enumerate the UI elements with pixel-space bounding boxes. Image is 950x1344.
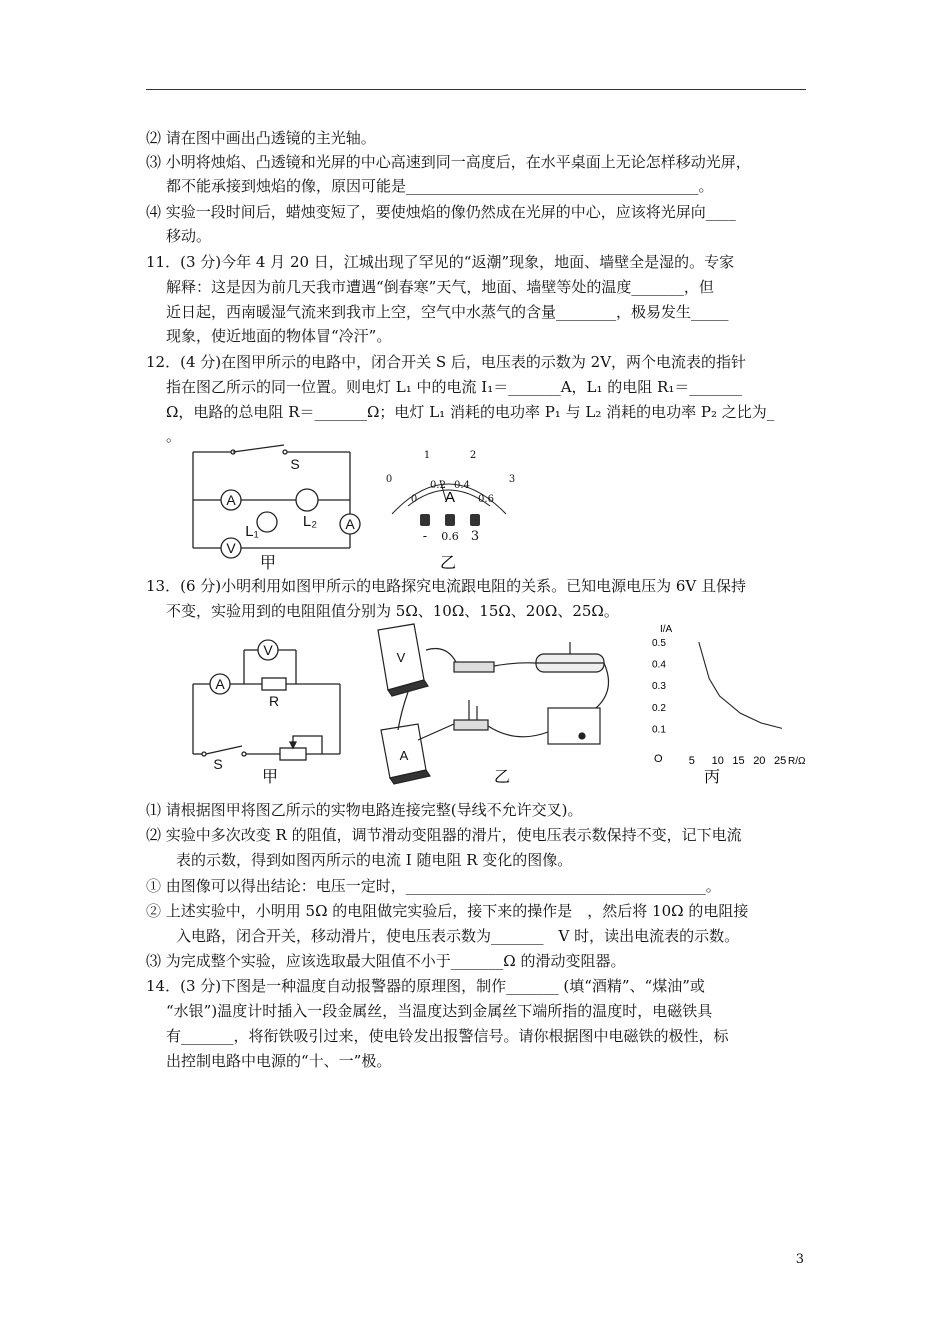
text-line: 有_______，将衔铁吸引过来，使电铃发出报警信号。请你根据图中电磁铁的极性，标 <box>166 1027 729 1045</box>
caption-bing: 丙 <box>703 767 721 786</box>
voltmeter-symbol: V <box>396 650 406 665</box>
caption-yi: 乙 <box>493 767 511 786</box>
x-tick-label: 10 <box>711 755 724 767</box>
y-tick-label: 0.4 <box>652 659 666 671</box>
voltmeter-symbol: V <box>263 642 273 658</box>
text-line: ② 上述实验中，小明用 5Ω 的电阻做完实验后，接下来的操作是 ，然后将 10Ω 的电阻接 <box>146 902 749 920</box>
scale-inner-1: 0.2 <box>430 480 446 491</box>
x-tick-label: 15 <box>732 755 745 767</box>
ammeter-symbol: A <box>399 748 409 763</box>
y-tick-label: 0.1 <box>652 724 666 736</box>
text-line: 解释：这是因为前几天我市遭遇“倒春寒”天气，地面、墙壁等处的温度_______，但 <box>166 278 714 296</box>
text-line: 14．(3 分)下图是一种温度自动报警器的原理图，制作_______ (填“酒精”、“煤油”或 <box>146 977 705 995</box>
x-axis-label: R/Ω <box>788 756 806 767</box>
caption-jia: 甲 <box>259 553 277 572</box>
text-line: 指在图乙所示的同一位置。则电灯 L₁ 中的电流 I₁＝_______A，L₁ 的电阻 R₁＝_______ <box>166 378 742 396</box>
text-line: ⑵ 请在图中画出凸透镜的主光轴。 <box>146 129 376 147</box>
terminal-minus: - <box>422 529 428 544</box>
text-line: ① 由图像可以得出结论：电压一定时，________________________________________。 <box>146 877 721 895</box>
terminal-06: 0.6 <box>441 530 459 543</box>
terminal-3: 3 <box>470 529 480 544</box>
text-line: 入电路，闭合开关，移动滑片，使电压表示数为_______ V 时，读出电流表的示数。 <box>176 927 740 945</box>
ammeter-symbol: A <box>345 516 355 532</box>
caption-jia: 甲 <box>261 767 279 786</box>
text-line: 不变，实验用到的电阻阻值分别为 5Ω、10Ω、15Ω、20Ω、25Ω。 <box>166 602 619 620</box>
text-line: 现象，使近地面的物体冒“冷汗”。 <box>166 327 392 345</box>
x-tick-label: 20 <box>753 755 766 767</box>
figure-12 <box>186 444 526 572</box>
y-tick-label: 0.3 <box>652 681 666 693</box>
text-line: ⑷ 实验一段时间后，蜡烛变短了，要使烛焰的像仍然成在光屏的中心，应该将光屏向____ <box>146 203 736 221</box>
y-axis-label: I/A <box>660 624 673 635</box>
resistor-label: R <box>268 693 280 709</box>
text-line: “水银”)温度计时插入一段金属丝，当温度达到金属丝下端所指的温度时，电磁铁具 <box>166 1002 713 1020</box>
page-number: 3 <box>795 1252 804 1267</box>
switch-label: S <box>290 456 300 472</box>
text-line: 表的示数，得到如图丙所示的电流 I 随电阻 R 变化的图像。 <box>176 851 573 869</box>
lamp1-label: L₁ <box>245 523 259 540</box>
text-line: 12．(4 分)在图甲所示的电路中，闭合开关 S 后，电压表的示数为 2V，两个电流表的指针 <box>146 353 747 371</box>
origin-label: O <box>654 753 663 765</box>
figure-13 <box>186 620 816 790</box>
ammeter-symbol: A <box>226 492 236 508</box>
text-line: ⑶ 小明将烛焰、凸透镜和光屏的中心高速到同一高度后，在水平桌面上无论怎样移动光屏， <box>146 153 751 171</box>
text-line: 移动。 <box>166 227 212 245</box>
text-line: ⑴ 请根据图甲将图乙所示的实物电路连接完整(导线不允许交叉)。 <box>146 801 583 819</box>
text-line: ⑵ 实验中多次改变 R 的阻值，调节滑动变阻器的滑片，使电压表示数保持不变，记下电流 <box>146 826 742 844</box>
scale-inner-2: 0.4 <box>454 480 470 491</box>
scale-outer-1: 1 <box>423 450 431 461</box>
text-line: Ω，电路的总电阻 R＝_______Ω；电灯 L₁ 消耗的电功率 P₁ 与 L₂ 消耗的电功率 P₂ 之比为_ <box>166 403 775 421</box>
scale-outer-0: 0 <box>385 474 393 485</box>
header-rule <box>146 89 806 90</box>
data-curve <box>699 642 782 728</box>
text-line: 11．(3 分)今年 4 月 20 日，江城出现了罕见的“返潮”现象，地面、墙壁全是湿的。专家 <box>146 253 735 271</box>
scale-inner-3: 0.6 <box>478 494 494 505</box>
ammeter-symbol: A <box>215 676 225 692</box>
scale-inner-0: 0 <box>410 494 418 505</box>
text-line: 近日起，西南暖湿气流来到我市上空，空气中水蒸气的含量________，极易发生_____ <box>166 303 729 321</box>
x-tick-label: 25 <box>774 755 787 767</box>
scale-outer-2: 2 <box>469 450 477 461</box>
lamp2-label: L₂ <box>302 513 318 530</box>
voltmeter-symbol: V <box>226 540 236 556</box>
i-r-chart <box>652 624 806 767</box>
scale-outer-3: 3 <box>508 474 516 485</box>
switch-label: S <box>213 756 223 772</box>
text-line: 都不能承接到烛焰的像，原因可能是_______________________________________。 <box>166 177 714 195</box>
text-line: 出控制电路中电源的“十、一”极。 <box>166 1052 392 1070</box>
y-tick-label: 0.5 <box>652 638 666 649</box>
meter-letter: A <box>444 489 456 506</box>
text-line: 13．(6 分)小明利用如图甲所示的电路探究电流跟电阻的关系。已知电源电压为 6V 且保持 <box>146 577 747 595</box>
text-line: 。 <box>166 427 182 445</box>
text-line: ⑶ 为完成整个实验，应该选取最大阻值不小于_______Ω 的滑动变阻器。 <box>146 952 626 970</box>
caption-yi: 乙 <box>439 553 457 572</box>
x-tick-label: 5 <box>688 755 695 767</box>
y-tick-label: 0.2 <box>652 702 666 714</box>
